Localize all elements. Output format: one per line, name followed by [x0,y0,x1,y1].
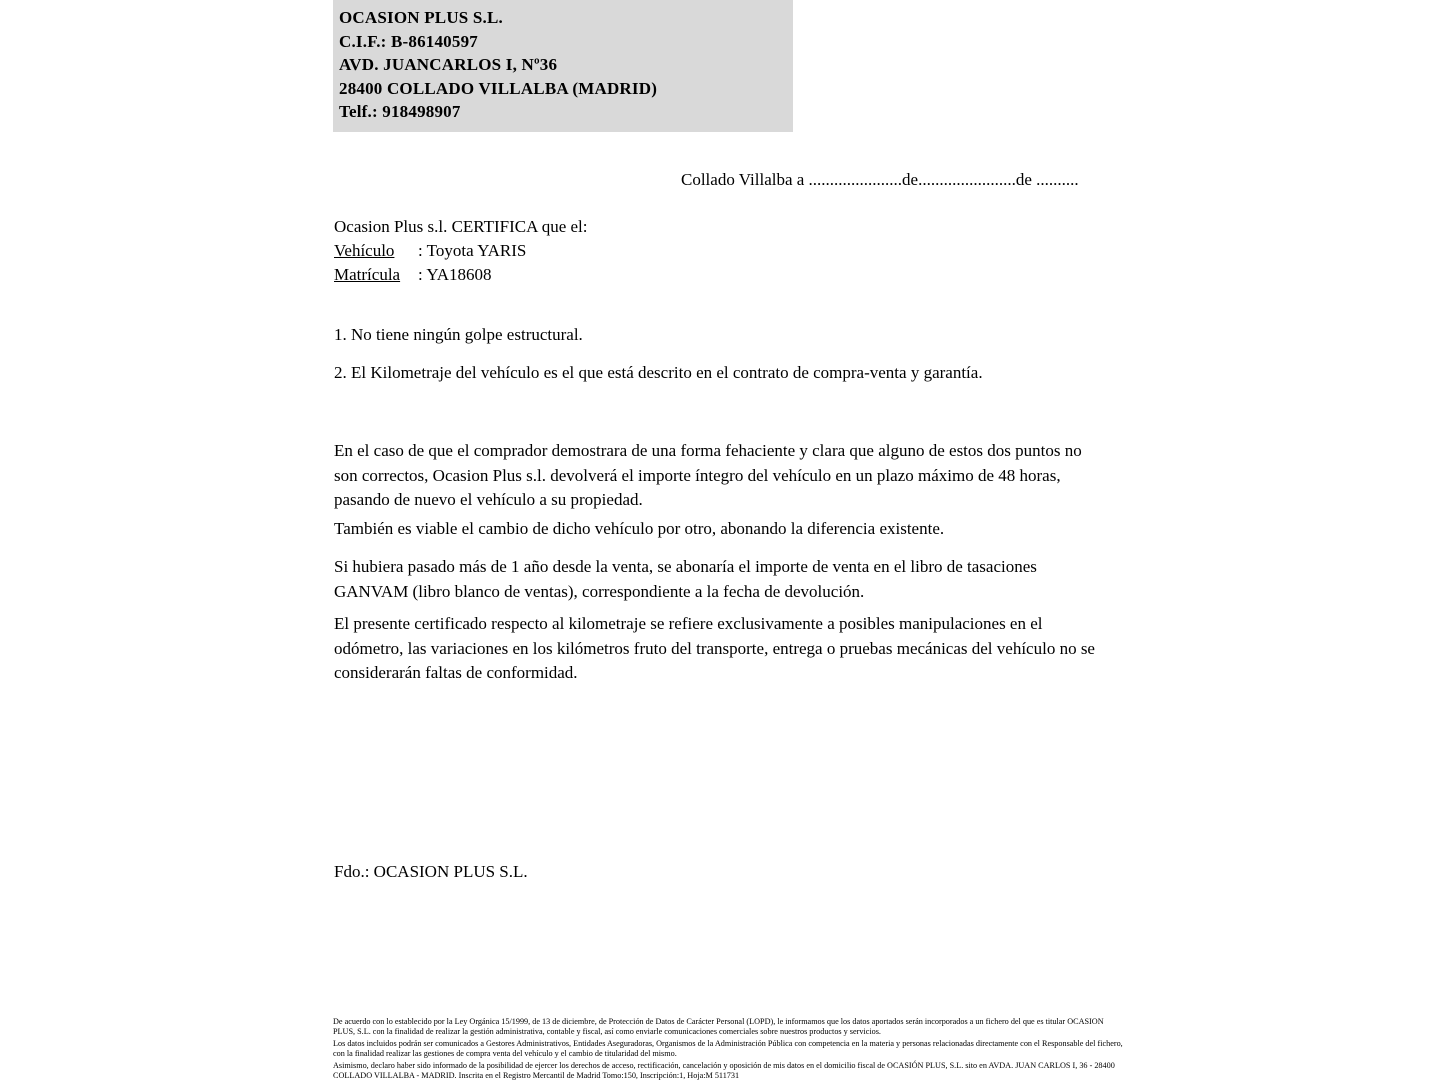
company-city: 28400 COLLADO VILLALBA (MADRID) [339,78,658,98]
vehicle-value: : Toyota YARIS [418,241,527,260]
point-2: 2. El Kilometraje del vehículo es el que está descrito en el contrato de compra-venta y garantía. [334,363,983,382]
company-phone: Telf.: 918498907 [339,102,461,121]
legal-paragraph-1: De acuerdo con lo establecido por la Ley Orgánica 15/1999, de 13 de diciembre, de Protección de Datos de Carácter Personal (LOPD), le informamos que los datos aportados serán incorporados a un fichero del que es titular OCASION PLUS, S.L. con la finalidad de realizar la gestión administrativa, contable y fiscal, así como enviarle comunicaciones comerciales sobre nuestros productos y servicios. [333,1017,1104,1036]
company-name: OCASION PLUS S.L. [339,8,503,27]
place-date-line: Collado Villalba a ......................de.......................de .......... [681,170,1079,189]
paragraph-exchange: También es viable el cambio de dicho vehículo por otro, abonando la diferencia existente. [334,519,945,538]
company-street: AVD. JUANCARLOS I, Nº36 [339,55,558,74]
paragraph-odometer: El presente certificado respecto al kilometraje se refiere exclusivamente a posibles manipulaciones en el odómetro, las variaciones en los kilómetros fruto del transporte, entrega o pruebas mecánicas del vehículo no se considerarán faltas de conformidad. [334,614,1095,682]
signature-line: Fdo.: OCASION PLUS S.L. [334,862,528,881]
vehicle-row [334,239,588,263]
legal-paragraph-2: Los datos incluidos podrán ser comunicados a Gestores Administrativos, Entidades Aseguradoras, Organismos de la Administración Pública con competencia en la materia y personas relacionadas directamente con el Responsable del fichero, con la finalidad realizar las gestiones de compra venta del vehículo y el cambio de titularidad del mismo. [333,1039,1123,1058]
plate-label: Matrícula [334,265,401,284]
plate-row [334,263,588,287]
point-1: 1. No tiene ningún golpe estructural. [334,325,583,344]
paragraph-refund: En el caso de que el comprador demostrara de una forma fehaciente y clara que alguno de estos dos puntos no son correctos, Ocasion Plus s.l. devolverá el importe íntegro del vehículo en un plazo máximo de 48 horas, pasando de nuevo el vehículo a su propiedad. [334,441,1082,509]
certification-block [334,215,588,287]
plate-value: : YA18608 [418,265,492,284]
legal-paragraph-3: Asimismo, declaro haber sido informado de la posibilidad de ejercer los derechos de acceso, rectificación, cancelación y oposición de mis datos en el domicilio fiscal de OCASIÓN PLUS, S.L. sito en AVDA. JUAN CARLOS I, 36 - 28400 COLLADO VILLALBA - MADRID. Inscrita en el Registro Mercantil de Madrid Tomo:150, Inscripción:1, Hoja:M 511731 [333,1061,1115,1080]
company-letterhead [333,0,793,132]
vehicle-label: Vehículo [334,241,395,260]
paragraph-ganvam: Si hubiera pasado más de 1 año desde la venta, se abonaría el importe de venta en el libro de tasaciones GANVAM (libro blanco de ventas), correspondiente a la fecha de devolución. [334,557,1037,601]
company-cif: C.I.F.: B-86140597 [339,31,478,51]
certify-intro: Ocasion Plus s.l. CERTIFICA que el: [334,217,588,236]
legal-footer [333,1017,1123,1081]
